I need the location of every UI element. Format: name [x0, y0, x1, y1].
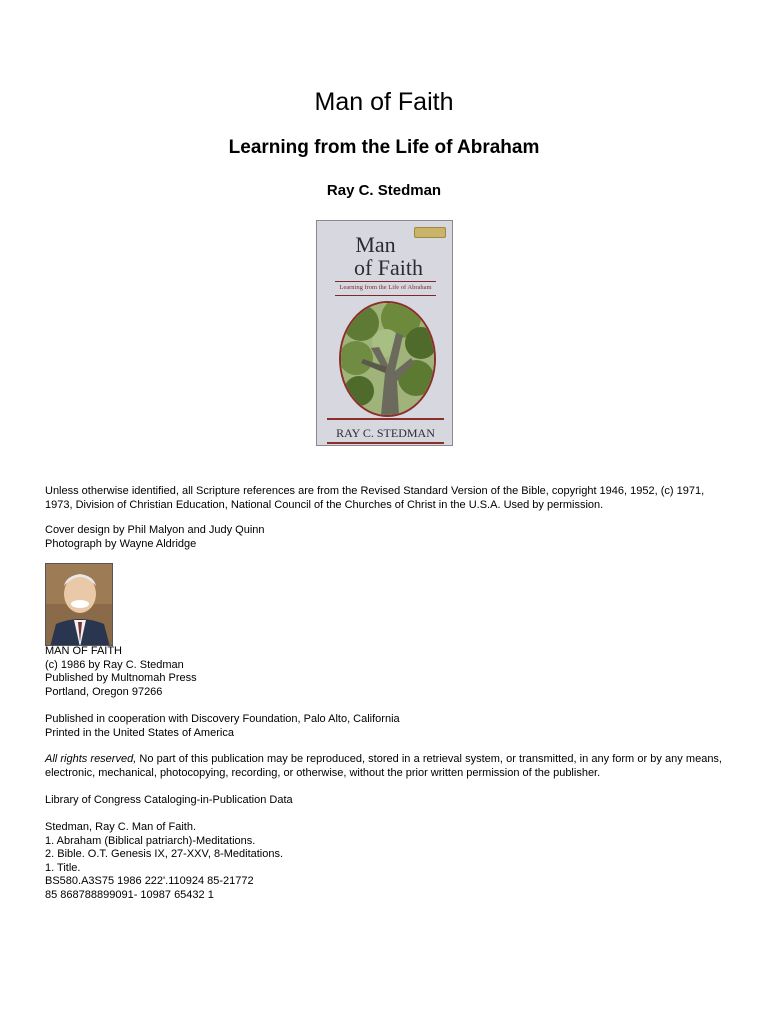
cover-rule-top — [335, 281, 436, 282]
book-title-caps: MAN OF FAITH — [45, 645, 122, 657]
cover-band-bottom — [327, 442, 444, 444]
copyright-block — [45, 645, 725, 699]
photograph-credit: Photograph by Wayne Aldridge — [45, 537, 197, 550]
copyright-line: (c) 1986 by Ray C. Stedman — [45, 658, 184, 671]
catalog-line: 1. Abraham (Biblical patriarch)-Meditations. — [45, 834, 256, 847]
cover-subtitle: Learning from the Life of Abraham — [339, 284, 432, 291]
cover-design-credit: Cover design by Phil Malyon and Judy Quinn — [45, 524, 265, 536]
rights-body: No part of this publication may be reproduced, stored in a retrieval system, or transmitted, in any form or by any means, electronic, mechanical, photocopying, recording, or otherwise, without the prior written permission of the publisher. — [45, 753, 722, 779]
cover-rule-bottom — [335, 295, 436, 296]
catalog-line: 85 868788899091- 10987 65432 1 — [45, 888, 214, 901]
catalog-block — [45, 821, 725, 902]
page-title: Man of Faith — [314, 88, 454, 116]
publisher-location: Portland, Oregon 97266 — [45, 685, 163, 698]
loc-block — [45, 794, 725, 808]
catalog-line: Stedman, Ray C. Man of Faith. — [45, 821, 197, 833]
author-photo — [45, 563, 113, 646]
page-subtitle: Learning from the Life of Abraham — [228, 137, 540, 158]
cover-title-line2: of Faith — [353, 255, 424, 280]
publisher-line: Published by Multnomah Press — [45, 672, 197, 684]
book-cover-image — [316, 220, 453, 446]
loc-heading: Library of Congress Cataloging-in-Publication Data — [45, 794, 293, 806]
cover-band-top — [327, 418, 444, 420]
cooperation-line: Published in cooperation with Discovery Foundation, Palo Alto, California — [45, 713, 400, 725]
cover-title — [317, 233, 453, 279]
rights-text — [45, 753, 722, 780]
scripture-note — [45, 485, 725, 512]
catalog-line: 2. Bible. O.T. Genesis IX, 27-XXV, 8-Meditations. — [45, 848, 284, 860]
author-name: Ray C. Stedman — [326, 182, 442, 199]
scripture-note-text: Unless otherwise identified, all Scripture references are from the Revised Standard Version of the Bible, copyright 1946, 1952, (c) 1971, 1973, Division of Christian Education, National Council of the Churches of Christ in the U.S.A. Used by permission. — [45, 485, 705, 511]
printed-line: Printed in the United States of America — [45, 726, 234, 739]
rights-lead: All rights reserved, — [45, 753, 137, 765]
publication-block — [45, 713, 725, 740]
cover-author: RAY C. STEDMAN — [336, 426, 435, 440]
rights-block — [45, 753, 722, 780]
catalog-line: 1. Title. — [45, 861, 81, 874]
cover-title-line1: Man — [355, 232, 396, 257]
credits-block — [45, 524, 725, 551]
catalog-line: BS580.A3S75 1986 222'.110924 85-21772 — [45, 875, 254, 887]
cover-tree-illustration — [339, 301, 436, 417]
